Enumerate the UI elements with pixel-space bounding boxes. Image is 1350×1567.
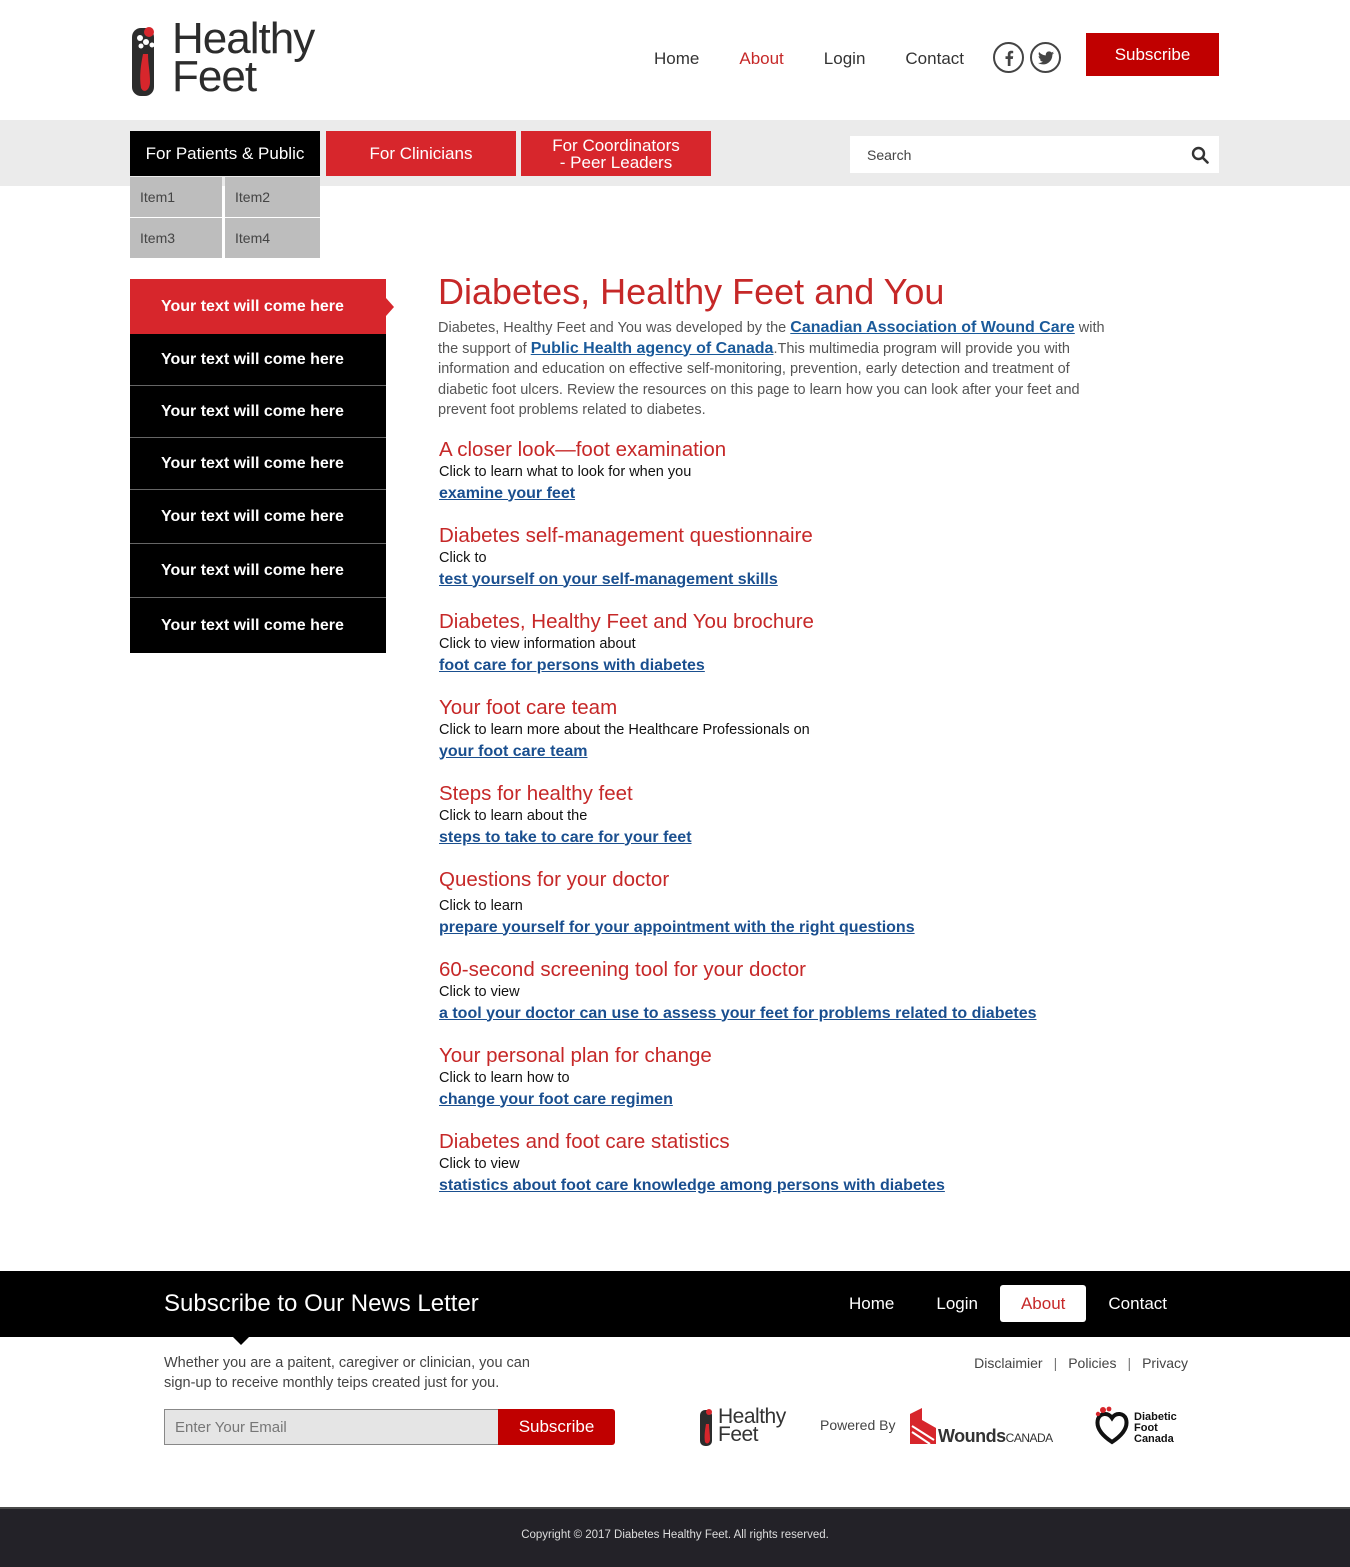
dropdown-item-3[interactable]: Item3 xyxy=(130,218,222,258)
newsletter-description: Whether you are a paitent, caregiver or clinician, you can sign-up to receive monthly teips created just for you. xyxy=(164,1355,530,1391)
logo-small-line-2: Feet xyxy=(718,1423,759,1446)
footer-nav-about[interactable]: About xyxy=(1000,1285,1086,1322)
section-link[interactable]: test yourself on your self-management skills xyxy=(439,570,778,588)
wounds-canada-logo[interactable] xyxy=(908,1406,1073,1450)
link-phac[interactable]: Public Health agency of Canada xyxy=(530,339,774,357)
intro-text-1: Diabetes, Healthy Feet and You was developed by the xyxy=(438,320,791,336)
section-lead: Click to view xyxy=(439,1155,520,1172)
section-link[interactable]: foot care for persons with diabetes xyxy=(439,656,705,674)
newsletter-title: Subscribe to Our News Letter xyxy=(164,1290,479,1317)
section-link[interactable]: steps to take to care for your feet xyxy=(439,828,692,846)
sidebar-menu xyxy=(130,279,386,653)
sidebar-item-2[interactable]: Your text will come here xyxy=(130,334,386,386)
canada-text: CANADA xyxy=(1005,1431,1053,1445)
sidebar-item-7[interactable]: Your text will come here xyxy=(130,598,386,653)
dfc-line-3: Canada xyxy=(1134,1433,1174,1445)
section-title: Diabetes, Healthy Feet and You brochure xyxy=(439,609,814,633)
footer-legal-links xyxy=(974,1353,1188,1373)
link-privacy[interactable]: Privacy xyxy=(1142,1355,1188,1371)
intro-paragraph xyxy=(438,318,1118,421)
footer-nav xyxy=(828,1285,1188,1322)
tab-patients-public[interactable]: For Patients & Public xyxy=(130,131,320,176)
diabetic-foot-canada-text xyxy=(1134,1412,1177,1445)
section-title: Steps for healthy feet xyxy=(439,781,633,805)
search-icon[interactable] xyxy=(1191,146,1209,164)
section-lead: Click to xyxy=(439,549,487,566)
resource-section xyxy=(438,1130,1128,1197)
footer-notch xyxy=(232,1336,250,1345)
logo-line-1: Healthy xyxy=(172,14,315,63)
tab-clinicians[interactable]: For Clinicians xyxy=(326,131,516,176)
separator: | xyxy=(1127,1355,1132,1371)
logo-small-line-1: Healthy xyxy=(718,1405,786,1428)
section-lead: Click to learn what to look for when you xyxy=(439,463,692,480)
separator: | xyxy=(1053,1355,1058,1371)
resource-section xyxy=(438,438,1128,505)
sidebar-item-5[interactable]: Your text will come here xyxy=(130,490,386,544)
section-link[interactable]: your foot care team xyxy=(439,742,588,760)
resource-section xyxy=(438,1044,1128,1111)
subscribe-button[interactable]: Subscribe xyxy=(1086,33,1219,76)
newsletter-form xyxy=(164,1409,615,1445)
section-link[interactable]: a tool your doctor can use to assess your feet for problems related to diabetes xyxy=(439,1004,1037,1022)
section-title: A closer look—foot examination xyxy=(439,437,727,461)
resource-section xyxy=(438,868,1128,939)
dropdown-item-4[interactable]: Item4 xyxy=(225,218,320,258)
sidebar-item-1[interactable]: Your text will come here xyxy=(130,279,386,334)
site-logo-text xyxy=(172,14,315,101)
main-content xyxy=(438,270,1128,1197)
section-lead: Click to learn about the xyxy=(439,807,588,824)
sidebar-item-6[interactable]: Your text will come here xyxy=(130,544,386,598)
section-link[interactable]: examine your feet xyxy=(439,484,576,502)
section-lead: Click to view information about xyxy=(439,635,636,652)
healthy-feet-small-logo[interactable] xyxy=(700,1405,796,1448)
resource-section xyxy=(438,696,1128,763)
footer-nav-login[interactable]: Login xyxy=(936,1293,978,1313)
wounds-text: Wounds xyxy=(938,1426,1006,1446)
link-policies[interactable]: Policies xyxy=(1068,1355,1117,1371)
powered-by-label: Powered By xyxy=(820,1417,896,1433)
intro-text-3: .This multimedia program will provide you with information and education on effective self-monitoring, prevention, early detection and treatment of diabetic foot ulcers. Review the resources on this page to learn how you can look after your feet and prevent foot problems related to diabetes. xyxy=(438,340,1080,418)
search-input[interactable] xyxy=(850,136,1180,173)
copyright-text: Copyright © 2017 Diabetes Healthy Feet. All rights reserved. xyxy=(521,1529,829,1541)
nav-contact[interactable]: Contact xyxy=(905,49,964,68)
twitter-icon[interactable] xyxy=(1030,42,1061,73)
logo-line-2: Feet xyxy=(172,52,257,101)
email-input[interactable] xyxy=(164,1409,499,1445)
tab-coordinators-line-1: For Coordinators xyxy=(552,135,680,155)
section-link[interactable]: statistics about foot care knowledge among persons with diabetes xyxy=(439,1176,945,1194)
site-header xyxy=(0,0,1350,120)
sidebar-item-3[interactable]: Your text will come here xyxy=(130,386,386,438)
search-box xyxy=(850,136,1219,173)
main-nav xyxy=(654,46,1004,72)
wounds-canada-text xyxy=(938,1426,1053,1447)
dfc-line-2: Foot xyxy=(1134,1422,1158,1434)
nav-login[interactable]: Login xyxy=(823,49,866,68)
page-title: Diabetes, Healthy Feet and You xyxy=(438,271,945,312)
dropdown-item-1[interactable]: Item1 xyxy=(130,177,222,217)
social-links xyxy=(993,42,1061,73)
section-lead: Click to view xyxy=(439,983,520,1000)
tab-coordinators-line-2: - Peer Leaders xyxy=(559,152,673,172)
section-lead: Click to learn how to xyxy=(439,1069,570,1086)
link-disclaimer[interactable]: Disclaimier xyxy=(974,1355,1043,1371)
resource-section xyxy=(438,958,1128,1025)
section-lead: Click to learn xyxy=(439,897,523,914)
diabetic-foot-canada-logo[interactable] xyxy=(1094,1406,1184,1450)
resource-section xyxy=(438,782,1128,849)
link-cawc[interactable]: Canadian Association of Wound Care xyxy=(790,319,1075,336)
foot-logo-icon xyxy=(132,24,162,96)
facebook-icon[interactable] xyxy=(993,42,1024,73)
section-link[interactable]: change your foot care regimen xyxy=(439,1090,673,1108)
dfc-line-1: Diabetic xyxy=(1134,1411,1177,1423)
intro-text-2: with the support of xyxy=(438,320,1105,357)
nav-home[interactable]: Home xyxy=(654,49,700,68)
footer-nav-home[interactable]: Home xyxy=(849,1293,895,1313)
wounds-canada-icon xyxy=(908,1406,938,1446)
resource-section xyxy=(438,524,1128,591)
newsletter-subscribe-button[interactable]: Subscribe xyxy=(498,1409,615,1445)
dropdown-item-2[interactable]: Item2 xyxy=(225,177,320,217)
sidebar-item-4[interactable]: Your text will come here xyxy=(130,438,386,490)
section-title: Diabetes and foot care statistics xyxy=(439,1129,730,1153)
section-title: Questions for your doctor xyxy=(439,867,670,891)
section-title: Your foot care team xyxy=(439,695,618,719)
foot-logo-icon xyxy=(700,1408,716,1446)
footer-nav-contact[interactable]: Contact xyxy=(1108,1293,1167,1313)
heart-foot-icon xyxy=(1094,1406,1130,1446)
partner-logos xyxy=(698,1400,1198,1460)
nav-about[interactable]: About xyxy=(739,49,784,68)
resource-section xyxy=(438,610,1128,677)
site-logo[interactable] xyxy=(130,14,320,101)
section-lead: Click to learn more about the Healthcare Professionals on xyxy=(439,721,810,738)
section-title: 60-second screening tool for your doctor xyxy=(439,957,806,981)
section-title: Your personal plan for change xyxy=(439,1043,712,1067)
section-link[interactable]: prepare yourself for your appointment with the right questions xyxy=(439,918,915,936)
tab-coordinators-label xyxy=(552,137,680,171)
healthy-feet-small-text xyxy=(718,1405,786,1446)
tab-coordinators[interactable] xyxy=(521,131,711,176)
section-title: Diabetes self-management questionnaire xyxy=(439,523,813,547)
